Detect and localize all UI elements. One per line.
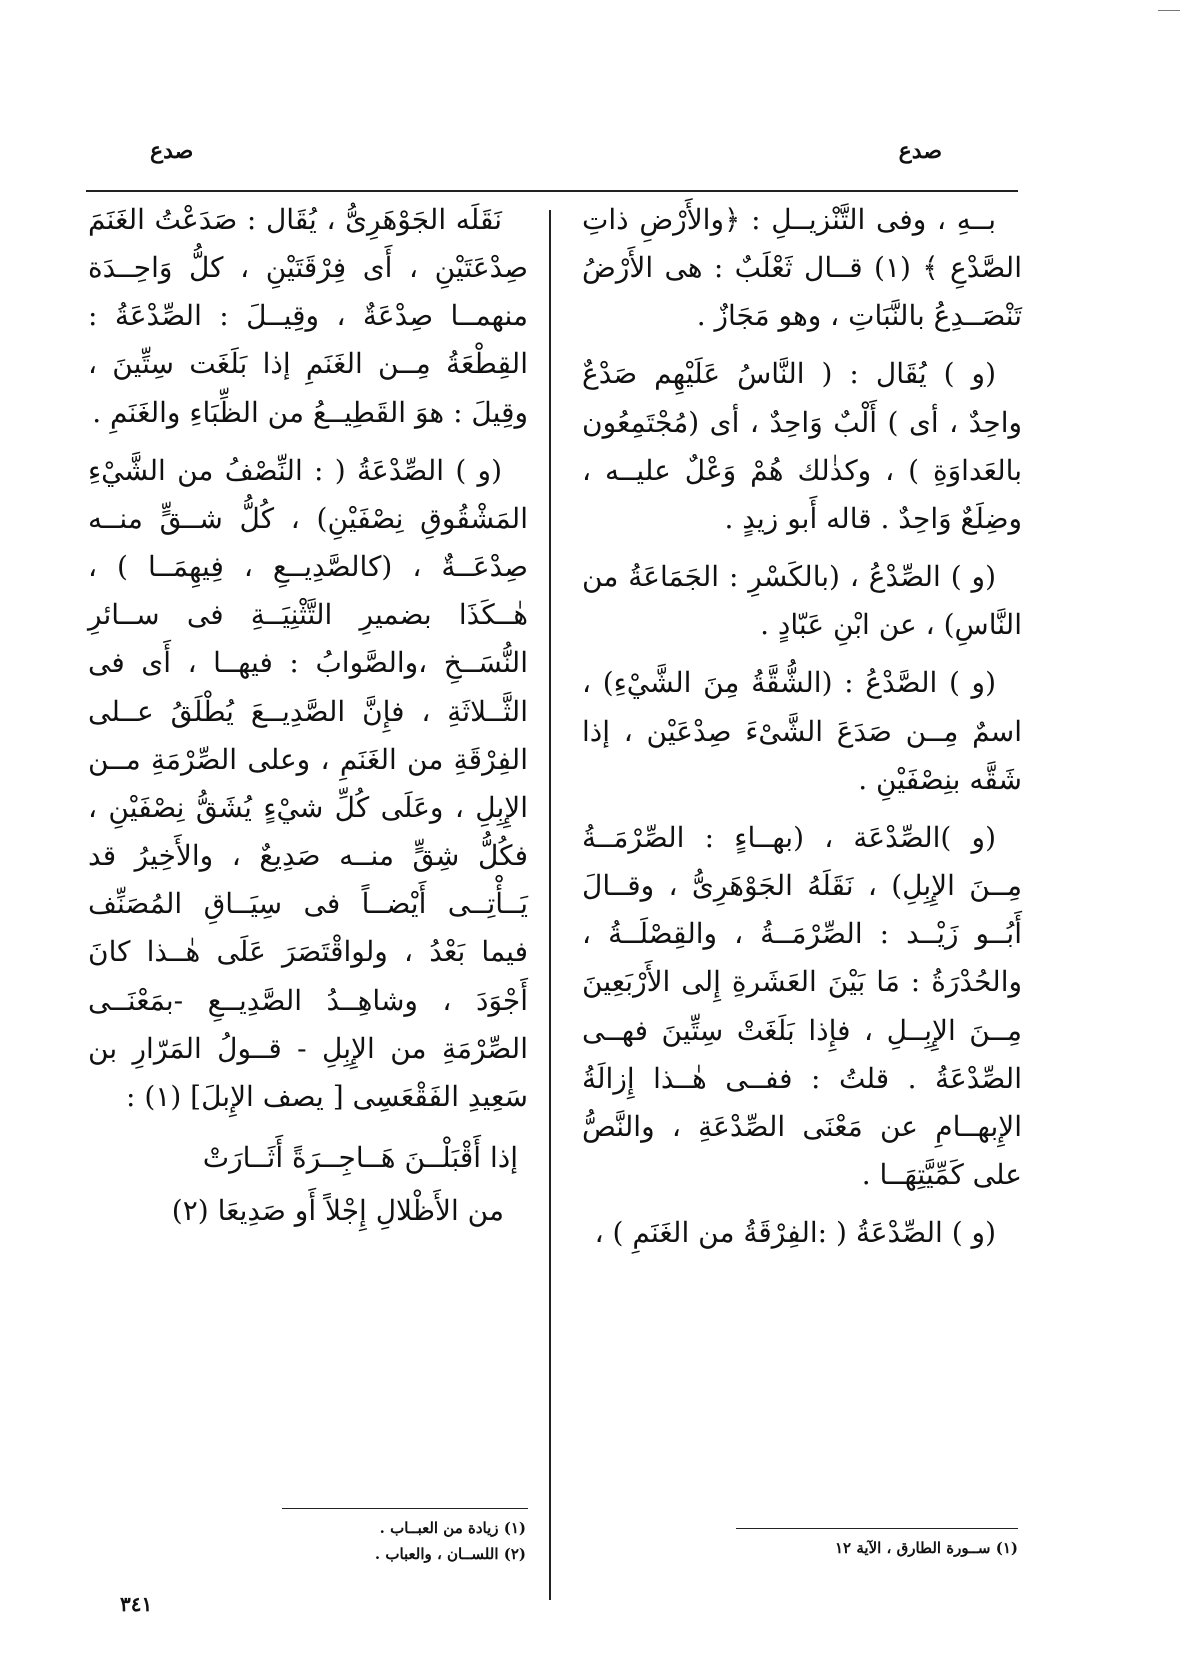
verse-line: إذا أَقْبَلْــنَ هَــاجِــرَةً أَثَــارَتْ [202,1140,518,1174]
right-column [582,196,1022,1267]
footnotes-right [698,1536,1018,1562]
running-head-left: صدع [150,138,194,164]
page-number: ٣٤١ [120,1592,153,1616]
footnotes-left [266,1516,526,1567]
footnote-rule [736,1528,1018,1529]
footnote-rule [282,1508,528,1509]
paragraph: نَقَلَه الجَوْهَرِىُّ ، يُقَال : صَدَعْتُ الغَنَمَ صِدْعَتَيْنِ ، أَى فِرْقَتَيْنِ ، كلُّ وَاحِــدَة منهمــا صِدْعَةٌ ، وقِيــلَ : الصِّدْعَةُ : القِطْعَةُ مِــن الغَنَمِ إذا بَلَغَت سِتِّينَ ، وقِيلَ : هوَ القَطِيــعُ من الظِّبَاءِ والغَنَمِ . [88,203,528,429]
paragraph: (و ) الصِّدْعَةُ ( : النِّصْفُ من الشَّيْءِ المَشْقُوقِ نِصْفَيْنِ) ، كُلُّ شــقٍّ منــه صِدْعَــةٌ ، (كالصَّدِيــعِ ، فِيهِمَــا ) ، هٰــكَذَا بضميرِ التَّثْنِيَــةِ فى ســائرِ النُّسَــخِ ،والصَّوابُ : فيهــا ، أَى فى الثَّــلاثَةِ ، فإِنَّ الصَّدِيــعَ يُطْلَقُ عــلى الفِرْقَةِ من الغَنَمِ ، وعلى الصِّرْمَةِ مــن الإِبِلِ ، وعَلَى كُلِّ شيْءٍ يُشَقُّ نِصْفَيْنِ ، فكُلُّ شِقٍّ منــه صَدِيعٌ ، والأَخِيرُ قد يَــأْتِــى أَيْضــاً فى سِيَــاقِ المُصَنِّف فيما بَعْدُ ، ولواقْتَصَرَ عَلَى هٰــذا كانَ أَجْوَدَ ، وشاهِــدُ الصَّدِيــعِ -بمَعْنَــى الصِّرْمَةِ من الإِبِلِ - قــولُ المَرّارِ بن سَعِيدِ الفَقْعَسِى [ يصف الإِبلَ] (١) : [88,453,528,1113]
paragraph: (و ) الصِّدْعُ ، (بالكَسْرِ : الجَمَاعَةُ من النَّاسِ) ، عن ابْنِ عَبّادٍ . [582,560,1022,642]
header-rule [86,190,1018,192]
paragraph: (و ) يُقَال : ( النَّاسُ عَلَيْهِم صَدْعٌ واحِدٌ ، أى ) أَلْبٌ وَاحِدٌ ، أى (مُجْتَمِعُون بالعَداوَةِ ) ، وكذٰلك هُمْ وَعْلٌ عليــه ، وضِلَعٌ وَاحِدٌ . قاله أَبو زيدٍ . [582,357,1022,535]
running-head-right: صدع [898,138,942,164]
paragraph: (و ) الصَّدْعُ : (الشُّقَّةُ مِنَ الشَّيْءِ) ، اسمٌ مِــن صَدَعَ الشَّىْءَ صِدْعَيْن ، إذا شَقَّه بنِصْفَيْنِ . [582,666,1022,796]
verse [88,1131,528,1237]
footnote: (١) ســورة الطارق ، الآية ١٢ [835,1539,1018,1557]
verse-line: من الأَظْلالِ إِجْلاً أَو صَدِيعَا (٢) [171,1194,504,1228]
paragraph: (و ) الصِّدْعَةُ ( :الفِرْقَةُ من الغَنَمِ ) ، [594,1216,996,1250]
footnote: (٢) اللســان ، والعباب . [374,1544,526,1563]
column-divider [549,210,551,1600]
corner-mark [1158,10,1180,11]
footnote: (١) زيادة من العبــاب . [379,1519,526,1537]
left-column [88,196,528,1237]
paragraph: بــهِ ، وفى التَّنْزيــلِ : ﴿والأَرْضِ ذاتِ الصَّدْعِ ﴾ (١) قــال ثَعْلَبٌ : هى الأَرْضُ تَنْصَــدِعُ بالنَّبَاتِ ، وهو مَجَازٌ . [582,203,1022,333]
paragraph: (و )الصِّدْعَة ، (بهــاءٍ : الصِّرْمَــةُ مِــنَ الإِبِلِ) ، نَقَلَهُ الجَوْهَرِىُّ ، وقــالَ أَبُــو زَيْــد : الصِّرْمَــةُ ، والقِصْلَــةُ ، والحُدْرَةُ : مَا بَيْنَ العَشَرةِ إِلى الأَرْبَعِينَ مِــنَ الإِبِــلِ ، فإِذا بَلَغَتْ سِتِّينَ فهــى الصِّدْعَةُ . قلتُ : ففــى هٰــذا إِزالَةُ الإِبهــامِ عن مَعْنَى الصِّدْعَةِ ، والنَّصُّ على كَمِّيَّتِهَــا . [582,820,1022,1191]
